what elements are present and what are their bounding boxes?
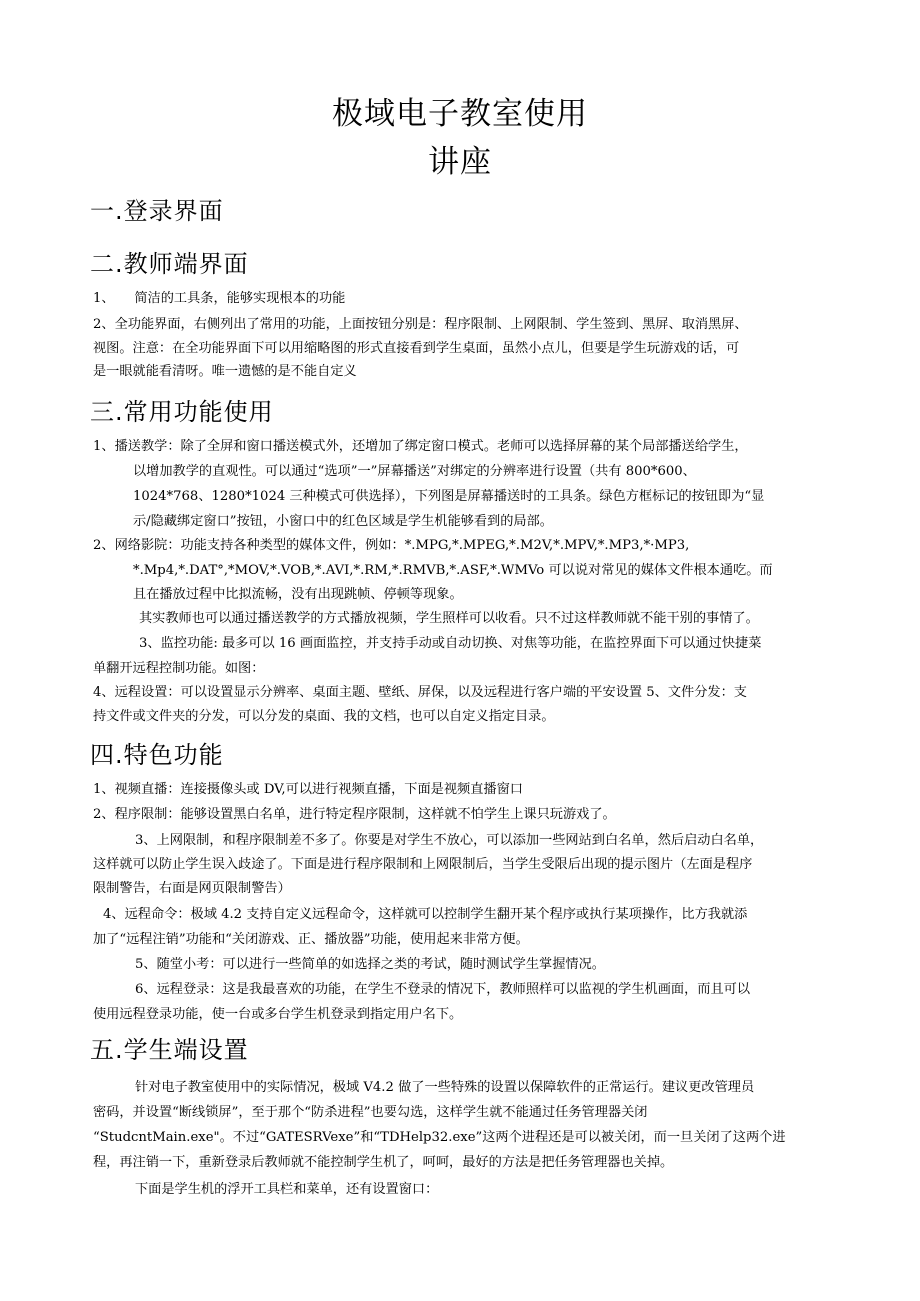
paragraph-line: 3、监控功能: 最多可以 16 画面监控，并支持手动或自动切换、对焦等功能，在监控界面下可以通过快捷菜	[139, 636, 762, 651]
paragraph-line: 这样就可以防止学生误入歧途了。下面是进行程序限制和上网限制后，当学生受限后出现的提示图片（左面是程序	[93, 857, 753, 872]
paragraph-line: 针对电子教室使用中的实际情况，极域 V4.2 做了一些特殊的设置以保障软件的正常运行。建议更改管理员	[135, 1080, 755, 1095]
paragraph-line: 1、 简洁的工具条，能够实现根本的功能	[93, 291, 346, 306]
paragraph-line: *.Mp4,*.DAT°,*MOV,*.VOB,*.AVI,*.RM,*.RMVB,*.ASF,*.WMVo 可以说对常见的媒体文件根本通吃。而	[133, 563, 773, 578]
paragraph-line: 限制警告，右面是网页限制警告）	[93, 881, 291, 896]
paragraph-line: 5、随堂小考：可以进行一些简单的如选择之类的考试，随时测试学生掌握情况。	[135, 957, 605, 972]
paragraph-line: 密码，并设置“断线锁屏”，至于那个“防杀进程”也要勾选，这样学生就不能通过任务管理器关闭	[93, 1105, 648, 1120]
paragraph-line: 2、全功能界面，右侧列出了常用的功能，上面按钮分别是：程序限制、上网限制、学生签到、黑屏、取消黑屏、	[93, 317, 748, 332]
paragraph-line: 1024*768、1280*1024 三种模式可供选择），下列图是屏幕播送时的工具条。绿色方框标记的按钮即为“显	[133, 489, 765, 504]
paragraph-line: 4、远程设置：可以设置显示分辨率、桌面主题、壁纸、屏保，以及远程进行客户端的平安设置 5、文件分发：支	[93, 685, 747, 700]
paragraph-line: 示/隐藏绑定窗口”按钮，小窗口中的红色区域是学生机能够看到的局部。	[133, 514, 553, 529]
paragraph-line: 2、网络影院：功能支持各种类型的媒体文件，例如：*.MPG,*.MPEG,*.M2V,*.MPV,*.MP3,*·MP3,	[93, 538, 690, 553]
section5-heading: 五.学生端设置	[90, 1036, 249, 1064]
paragraph-line: 以增加教学的直观性。可以通过“选项”一”屏幕播送”对绑定的分辨率进行设置（共有 800*600、	[133, 464, 696, 479]
paragraph-line: 3、上网限制，和程序限制差不多了。你要是对学生不放心，可以添加一些网站到白名单，然后启动白名单，	[135, 833, 764, 848]
paragraph-line: 是一眼就能看清呀。唯一遗憾的是不能自定义	[93, 364, 357, 379]
paragraph-line: 其实教师也可以通过播送教学的方式播放视频，学生照样可以收看。只不过这样教师就不能干别的事情了。	[139, 611, 759, 626]
paragraph-line: 且在播放过程中比拟流畅，没有出现跳帧、停顿等现象。	[133, 587, 463, 602]
paragraph-line: 视图。注意：在全功能界面下可以用缩略图的形式直接看到学生桌面，虽然小点儿，但要是学生玩游戏的话，可	[93, 341, 740, 356]
paragraph-line: 2、程序限制：能够设置黑白名单，进行特定程序限制，这样就不怕学生上课只玩游戏了。	[93, 807, 616, 822]
paragraph-line: 下面是学生机的浮开工具栏和菜单，还有设置窗口：	[135, 1182, 439, 1197]
paragraph-line: 单翻开远程控制功能。如图：	[93, 661, 265, 676]
doc-title-line2: 讲座	[428, 144, 492, 180]
section4-heading: 四.特色功能	[90, 741, 224, 769]
paragraph-line: “StudcntMain.exe"。不过“GATESRVexe”和“TDHelp32.exe”这两个进程还是可以被关闭，而一旦关闭了这两个进	[93, 1130, 786, 1145]
section2-heading: 二.教师端界面	[90, 250, 249, 278]
paragraph-line: 6、远程登录：这是我最喜欢的功能，在学生不登录的情况下，教师照样可以监视的学生机画面，而且可以	[135, 982, 751, 997]
paragraph-line: 使用远程登录功能，使一台或多台学生机登录到指定用户名下。	[93, 1007, 463, 1022]
paragraph-line: 加了“远程注销”功能和“关闭游戏、正、播放器”功能，使用起来非常方便。	[93, 932, 529, 947]
paragraph-line: 持文件或文件夹的分发，可以分发的桌面、我的文档，也可以自定义指定目录。	[93, 709, 555, 724]
paragraph-line: 1、视频直播：连接摄像头或 DV,可以进行视频直播，下面是视频直播窗口	[93, 782, 523, 797]
paragraph-line: 程，再注销一下，重新登录后教师就不能控制学生机了，呵呵，最好的方法是把任务管理器也关掉。	[93, 1155, 674, 1170]
section1-heading: 一.登录界面	[90, 197, 224, 225]
paragraph-line: 4、远程命令：极域 4.2 支持自定义远程命令，这样就可以控制学生翻开某个程序或执行某项操作，比方我就添	[103, 907, 748, 922]
paragraph-line: 1、播送教学：除了全屏和窗口播送模式外，还增加了绑定窗口模式。老师可以选择屏幕的某个局部播送给学生，	[93, 439, 748, 454]
doc-title-line1: 极域电子教室使用	[332, 96, 588, 132]
section3-heading: 三.常用功能使用	[90, 398, 274, 426]
